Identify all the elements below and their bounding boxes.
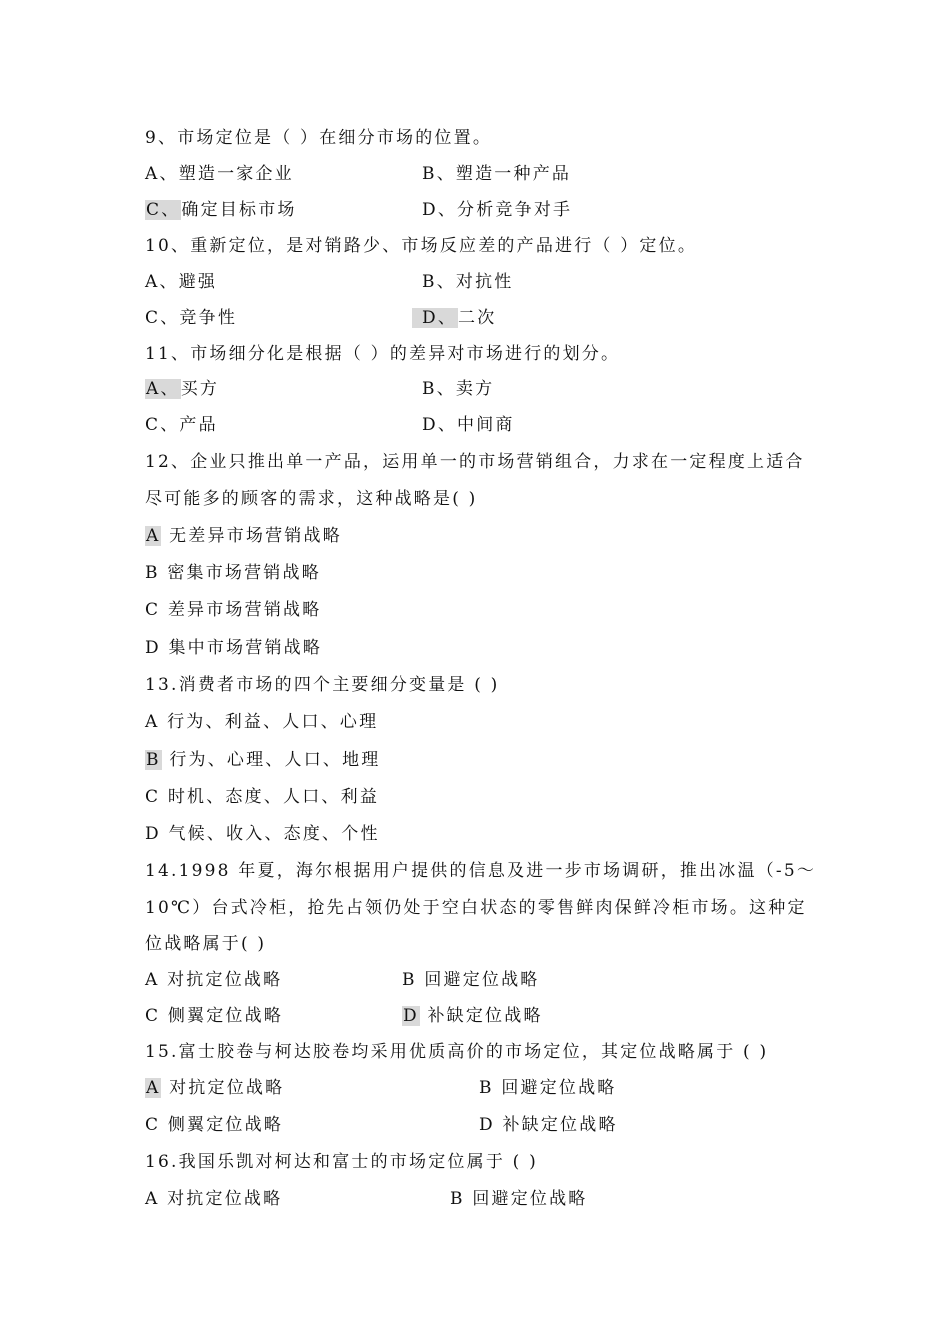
question-9-option-d [422, 198, 572, 222]
option-text: 对抗定位战略 [167, 1189, 283, 1209]
option-text: 行为、利益、人口、心理 [167, 712, 379, 732]
question-15-option-a [145, 1076, 284, 1100]
option-letter: B、 [422, 379, 456, 399]
question-11-option-a [145, 377, 219, 401]
option-text: 回避定位战略 [501, 1078, 617, 1098]
option-letter: D、 [422, 415, 458, 435]
option-text: 回避定位战略 [424, 970, 540, 990]
option-text: 对抗性 [455, 272, 514, 292]
question-15-stem: 15.富士胶卷与柯达胶卷均采用优质高价的市场定位，其定位战略属于 ( ) [145, 1042, 769, 1062]
question-13-option-a [145, 710, 378, 734]
question-11-option-d [422, 413, 515, 437]
option-text: 侧翼定位战略 [167, 1006, 284, 1026]
option-text: 确定目标市场 [181, 200, 297, 220]
option-letter: B、 [422, 272, 456, 292]
option-letter: A [145, 712, 160, 732]
option-letter: B [145, 563, 160, 583]
option-letter: A、 [145, 164, 179, 184]
option-letter: B、 [422, 164, 456, 184]
option-letter: D [145, 638, 161, 658]
option-letter: C、 [145, 308, 180, 328]
option-letter-highlighted: B [146, 750, 161, 770]
option-text: 产品 [179, 415, 218, 435]
option-letter: D [479, 1115, 495, 1135]
option-text: 对抗定位战略 [167, 970, 283, 990]
question-13-stem: 13.消费者市场的四个主要细分变量是 ( ) [145, 675, 500, 695]
option-letter-highlighted: A、 [146, 379, 180, 399]
option-text: 卖方 [455, 379, 495, 399]
option-text: 分析竞争对手 [457, 200, 573, 220]
question-12-option-b [145, 561, 321, 585]
option-letter: D、 [422, 200, 458, 220]
option-text: 中间商 [457, 415, 515, 435]
question-9-stem: 9、市场定位是（ ）在细分市场的位置。 [145, 128, 493, 148]
option-letter: A、 [145, 272, 179, 292]
question-15-option-b [479, 1076, 617, 1100]
question-16-option-b [450, 1187, 588, 1211]
question-10-stem: 10、重新定位，是对销路少、市场反应差的产品进行（ ）定位。 [145, 236, 698, 256]
question-16-stem: 16.我国乐凯对柯达和富士的市场定位属于 ( ) [145, 1152, 538, 1172]
question-12-stem-line-1: 12、企业只推出单一产品，运用单一的市场营销组合，力求在一定程度上适合 [145, 452, 805, 472]
question-14-stem-line-1: 14.1998 年夏，海尔根据用户提供的信息及进一步市场调研，推出冰温（-5～ [145, 861, 817, 881]
question-14-option-a [145, 968, 282, 992]
option-text: 买方 [180, 379, 220, 399]
question-9-option-a [145, 162, 294, 186]
question-15-option-d [479, 1113, 618, 1137]
option-letter: C、 [145, 415, 180, 435]
option-text: 气候、收入、态度、个性 [168, 824, 380, 844]
question-13-option-d [145, 822, 380, 846]
question-10-option-c [145, 306, 237, 330]
option-text: 补缺定位战略 [502, 1115, 618, 1135]
option-text: 时机、态度、人口、利益 [167, 787, 380, 807]
option-letter: C [145, 787, 161, 807]
option-text: 侧翼定位战略 [167, 1115, 284, 1135]
question-12-option-c [145, 598, 321, 622]
question-12-option-a [145, 524, 342, 548]
option-letter: D [145, 824, 161, 844]
option-letter: C [145, 600, 161, 620]
question-12-option-d [145, 636, 322, 660]
question-12-stem-line-2: 尽可能多的顾客的需求，这种战略是( ) [145, 489, 478, 509]
question-14-option-b [402, 968, 540, 992]
option-letter-highlighted: A [146, 1078, 161, 1098]
option-text: 竞争性 [179, 308, 238, 328]
question-14-option-d [402, 1004, 543, 1028]
question-13-option-b [145, 748, 381, 772]
question-9-option-b [422, 162, 571, 186]
option-text: 密集市场营销战略 [167, 563, 321, 583]
option-letter: C [145, 1006, 161, 1026]
option-text: 无差异市场营销战略 [169, 526, 342, 546]
option-letter: A [145, 970, 160, 990]
option-text: 对抗定位战略 [169, 1078, 285, 1098]
question-11-stem: 11、市场细分化是根据（ ）的差异对市场进行的划分。 [145, 344, 621, 364]
option-letter: B [479, 1078, 494, 1098]
question-11-option-b [422, 377, 494, 401]
option-text: 塑造一种产品 [455, 164, 572, 184]
question-15-option-c [145, 1113, 283, 1137]
option-letter-highlighted: C、 [146, 200, 181, 220]
option-letter: A [145, 1189, 160, 1209]
question-16-option-a [145, 1187, 282, 1211]
option-letter: B [402, 970, 417, 990]
question-10-option-d [412, 306, 496, 330]
question-9-option-c [145, 198, 297, 222]
option-text: 补缺定位战略 [427, 1006, 543, 1026]
option-text: 差异市场营销战略 [167, 600, 322, 620]
option-text: 二次 [458, 308, 497, 328]
option-letter-highlighted: D [403, 1006, 419, 1026]
question-14-stem-line-2: 10℃）台式冷柜，抢先占领仍处于空白状态的零售鲜肉保鲜冷柜市场。这种定 [145, 898, 807, 918]
option-letter-highlighted: A [146, 526, 161, 546]
question-10-option-a [145, 270, 217, 294]
option-text: 塑造一家企业 [178, 164, 294, 184]
option-letter-highlighted: D、 [412, 308, 458, 328]
option-letter: B [450, 1189, 465, 1209]
question-11-option-c [145, 413, 218, 437]
option-text: 避强 [178, 272, 218, 292]
question-10-option-b [422, 270, 514, 294]
option-text: 行为、心理、人口、地理 [169, 750, 381, 770]
option-letter: C [145, 1115, 161, 1135]
question-14-option-c [145, 1004, 283, 1028]
option-text: 集中市场营销战略 [168, 638, 323, 658]
question-13-option-c [145, 785, 379, 809]
question-14-stem-line-3: 位战略属于( ) [145, 934, 267, 954]
option-text: 回避定位战略 [472, 1189, 588, 1209]
